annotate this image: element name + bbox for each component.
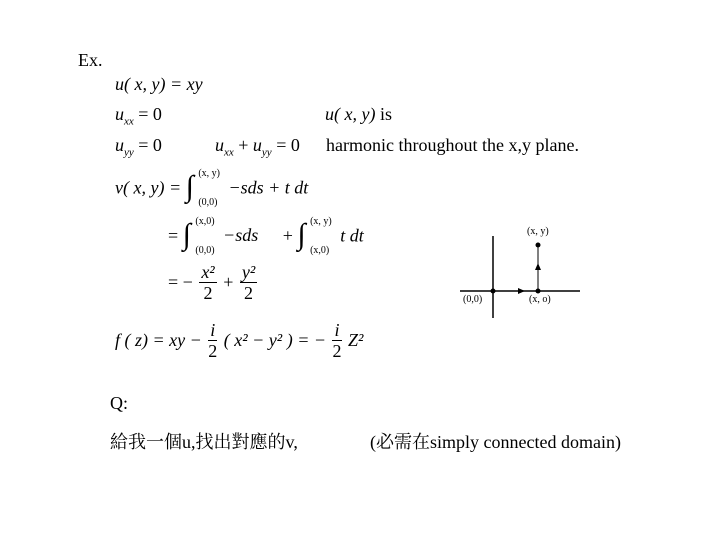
point-origin bbox=[491, 289, 496, 294]
chinese-instruction: 給我一個u,找出對應的v, bbox=[110, 432, 298, 452]
label-xo: (x, o) bbox=[529, 294, 551, 305]
domain-note: (必需在simply connected domain) bbox=[370, 432, 621, 452]
integral-sign-1: ∫ bbox=[182, 218, 191, 251]
point-xo bbox=[536, 289, 541, 294]
label-origin: (0,0) bbox=[463, 294, 483, 305]
example-label: Ex. bbox=[78, 50, 103, 70]
arrow-horizontal-icon bbox=[518, 288, 525, 294]
harmonic-text: harmonic throughout the x,y plane. bbox=[326, 135, 579, 155]
integral-sign: ∫ bbox=[185, 170, 194, 203]
v-integral: v( x, y) = ∫ (x, y) (0,0) −sds + t dt bbox=[115, 167, 309, 208]
point-xy bbox=[536, 243, 541, 248]
question-label: Q: bbox=[110, 393, 128, 413]
label-xy: (x, y) bbox=[527, 226, 549, 237]
u-is-statement: u( x, y) is bbox=[325, 104, 392, 124]
uyy-equation: $u_{yy} = 0$ bbox=[115, 135, 162, 159]
laplace-equation: $u_{xx} + u_{yy} = 0$ bbox=[215, 135, 300, 159]
path-diagram bbox=[455, 218, 585, 323]
arrow-vertical-icon bbox=[535, 263, 541, 270]
integral-sign-2: ∫ bbox=[297, 218, 306, 251]
v-result: = − $\frac{\text{x²}}{2}$ + $\frac{\text{y²}}{2}$ bbox=[168, 262, 256, 303]
uxx-equation: $u_{xx} = 0$ bbox=[115, 104, 162, 128]
f-result: f ( z) = xy − $\frac{i}{2}$ ( x² − y² ) = − $\frac{i}{2}$ Z² bbox=[115, 320, 364, 361]
u-definition: u( x, y) = xy bbox=[115, 74, 203, 94]
split-integral: = ∫ (x,0) (0,0) −sds + ∫ (x, y) (x,0) t dt bbox=[168, 215, 364, 256]
